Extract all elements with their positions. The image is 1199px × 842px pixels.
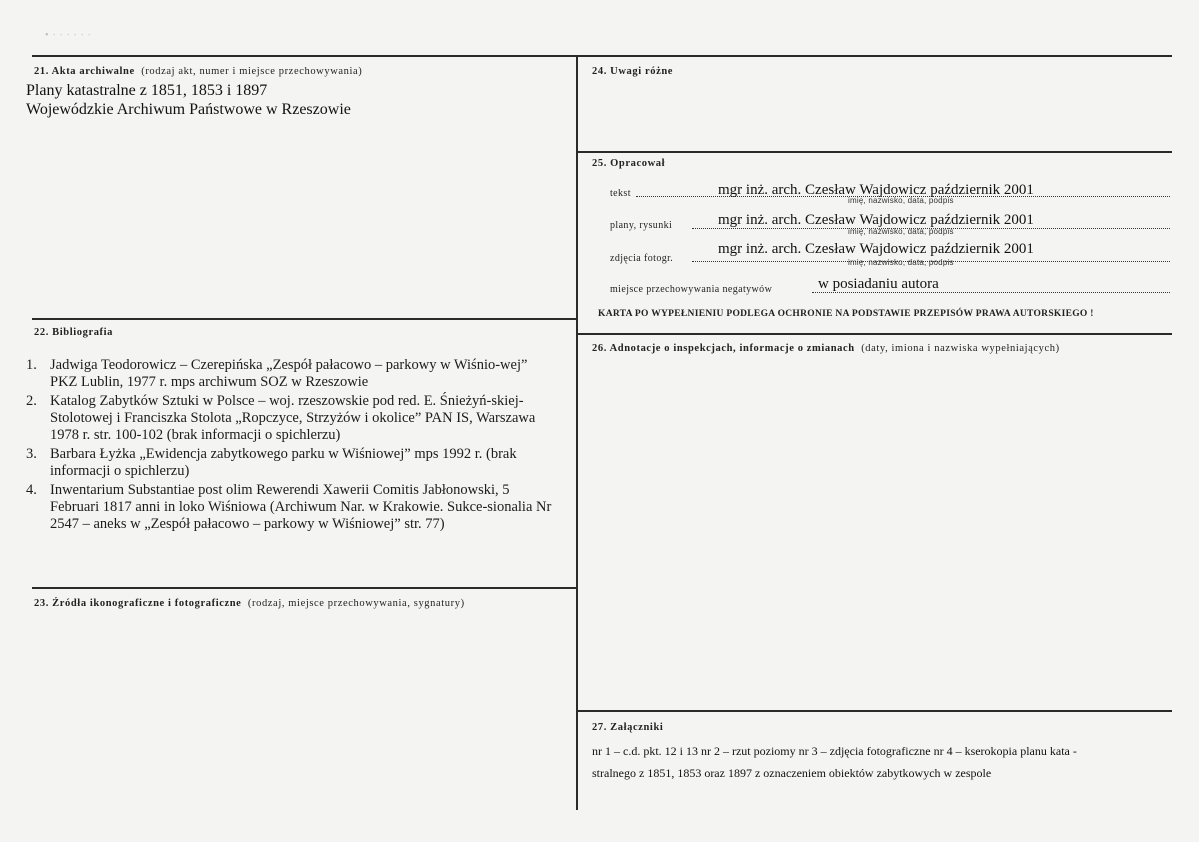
prepared-plans-hint: imię, nazwisko, data, podpis	[848, 227, 954, 236]
prepared-photos-value: mgr inż. arch. Czesław Wajdowicz październik 2001	[718, 241, 1034, 257]
negatives-location-value: w posiadaniu autora	[818, 276, 939, 292]
top-border-line	[32, 55, 1172, 57]
section-23-label: 23. Źródła ikonograficzne i fotograficzne (rodzaj, miejsce przechowywania, sygnatury)	[34, 598, 465, 609]
bibliography-list	[26, 357, 556, 535]
divider-26-27	[578, 710, 1172, 712]
copyright-warning: KARTA PO WYPEŁNIENIU PODLEGA OCHRONIE NA PODSTAWIE PRZEPISÓW PRAWA AUTORSKIEGO !	[598, 309, 1094, 319]
prepared-plans-label: plany, rysunki	[610, 220, 673, 231]
divider-24-25	[578, 151, 1172, 153]
bibliography-text: Jadwiga Teodorowicz – Czerepińska „Zespół pałacowo – parkowy w Wiśnio-wej” PKZ Lublin, 1977 r. mps archiwum SOZ w Rzeszowie	[50, 357, 528, 390]
divider-21-22	[32, 318, 578, 320]
prepared-text-label: tekst	[610, 188, 631, 199]
prepared-text-value: mgr inż. arch. Czesław Wajdowicz październik 2001	[718, 182, 1034, 198]
section-22-label: 22. Bibliografia	[34, 327, 114, 338]
bibliography-text: Katalog Zabytków Sztuki w Polsce – woj. rzeszowskie pod red. E. Śnieżyń-skiej-Stolotowej i Franciszka Stolota „Ropczyce, Strzyżów i okolice” PAN IS, Warszawa 1978 r. str. 100-102 (brak informacji o spichlerzu)	[50, 393, 536, 443]
top-scribble: • ∙ ∙ ∙ ∙ ∙ ∙	[45, 30, 92, 41]
divider-25-26	[578, 333, 1172, 335]
bibliography-item: 3. Barbara Łyżka „Ewidencja zabytkowego parku w Wiśniowej” mps 1992 r. (brak informacji o spichlerzu)	[26, 446, 517, 479]
prepared-photos-hint: imię, nazwisko, data, podpis	[848, 258, 954, 267]
prepared-photos-label: zdjęcia fotogr.	[610, 253, 674, 264]
center-divider-line	[576, 55, 578, 810]
negatives-location-label: miejsce przechowywania negatywów	[610, 284, 773, 295]
attachments-line-2: stralnego z 1851, 1853 oraz 1897 z oznaczeniem obiektów zabytkowych w zespole	[592, 766, 992, 780]
attachments-line-1: nr 1 – c.d. pkt. 12 i 13 nr 2 – rzut poziomy nr 3 – zdjęcia fotograficzne nr 4 – kserokopia planu kata -	[592, 744, 1077, 758]
archival-records-line-2: Wojewódzkie Archiwum Państwowe w Rzeszowie	[26, 101, 351, 118]
bibliography-item: 2. Katalog Zabytków Sztuki w Polsce – woj. rzeszowskie pod red. E. Śnieżyń-skiej-Stolotowej i Franciszka Stolota „Ropczyce, Strzyżów i okolice” PAN IS, Warszawa 1978 r. str. 100-102 (brak informacji o spichlerzu)	[26, 393, 536, 443]
bibliography-text: Barbara Łyżka „Ewidencja zabytkowego parku w Wiśniowej” mps 1992 r. (brak informacji o spichlerzu)	[50, 446, 517, 479]
divider-22-23	[32, 587, 578, 589]
section-21-label: 21. Akta archiwalne (rodzaj akt, numer i miejsce przechowywania)	[34, 66, 363, 77]
bibliography-item: 1. Jadwiga Teodorowicz – Czerepińska „Zespół pałacowo – parkowy w Wiśnio-wej” PKZ Lublin, 1977 r. mps archiwum SOZ w Rzeszowie	[26, 357, 528, 390]
prepared-text-hint: imię, nazwisko, data, podpis	[848, 196, 954, 205]
section-25-label: 25. Opracował	[592, 158, 666, 169]
section-27-label: 27. Załączniki	[592, 722, 664, 733]
prepared-plans-value: mgr inż. arch. Czesław Wajdowicz październik 2001	[718, 212, 1034, 228]
archival-records-line-1: Plany katastralne z 1851, 1853 i 1897	[26, 82, 268, 99]
bibliography-text: Inwentarium Substantiae post olim Rewerendi Xawerii Comitis Jabłonowski, 5 Februari 1817 anni in loko Wiśniowa (Archiwum Nar. w Krakowie. Sukce-sionalia Nr 2547 – aneks w „Zespół pałacowo – parkowy w Wiśniowej” str. 77)	[50, 482, 552, 532]
bibliography-item: 4. Inwentarium Substantiae post olim Rewerendi Xawerii Comitis Jabłonowski, 5 Februari 1817 anni in loko Wiśniowa (Archiwum Nar. w Krakowie. Sukce-sionalia Nr 2547 – aneks w „Zespół pałacowo – parkowy w Wiśniowej” str. 77)	[26, 482, 552, 532]
section-26-label: 26. Adnotacje o inspekcjach, informacje o zmianach (daty, imiona i nazwiska wypełniających)	[592, 343, 1060, 354]
section-24-label: 24. Uwagi różne	[592, 66, 674, 77]
